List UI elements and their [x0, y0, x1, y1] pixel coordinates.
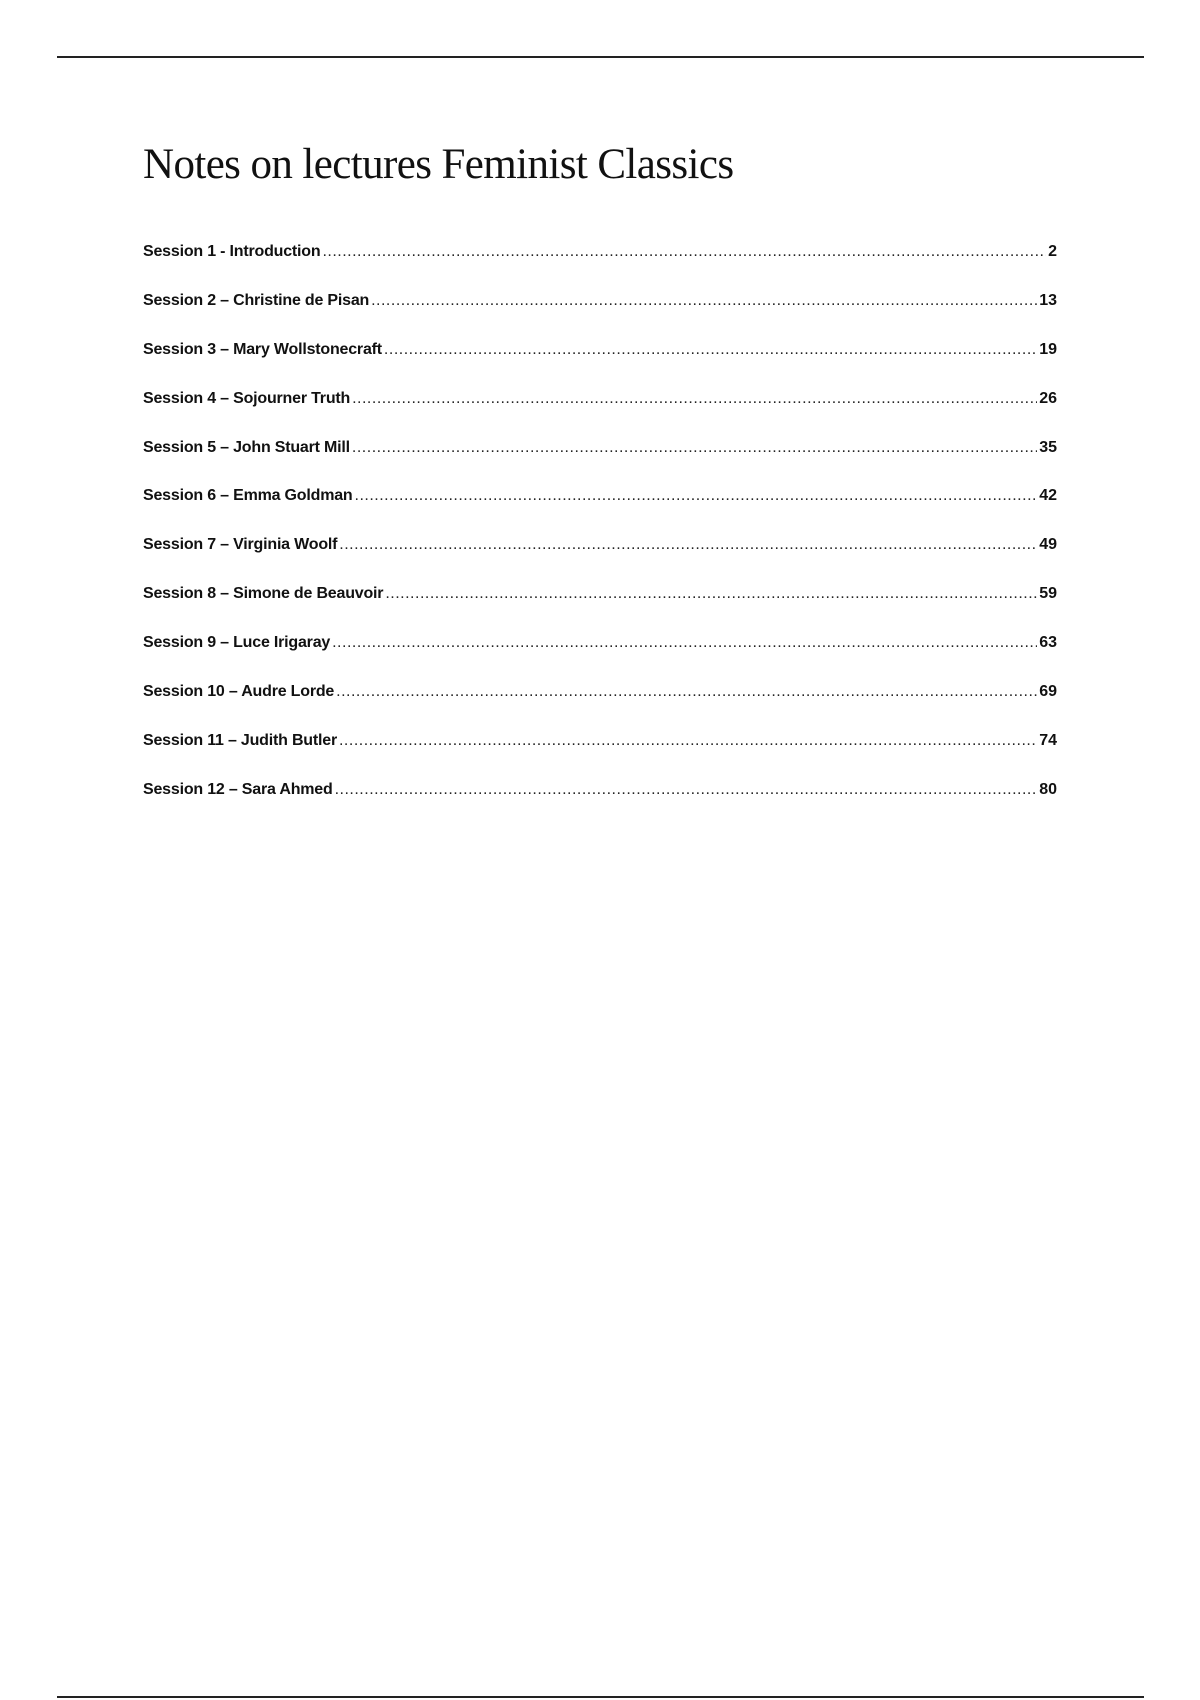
toc-dot-leader: [371, 292, 1037, 310]
toc-entry[interactable]: [143, 487, 1057, 536]
toc-entry-label: Session 7 – Virginia Woolf: [143, 536, 338, 554]
toc-dot-leader: [339, 732, 1037, 750]
toc-entry[interactable]: [143, 732, 1057, 781]
toc-dot-leader: [335, 781, 1038, 799]
document-title: Notes on lectures Feminist Classics: [143, 141, 734, 188]
toc-page-number: 26: [1039, 389, 1057, 407]
toc-entry-label: Session 8 – Simone de Beauvoir: [143, 585, 384, 603]
toc-entry[interactable]: [143, 243, 1057, 292]
table-of-contents: [143, 243, 1057, 830]
header-rule: [57, 56, 1144, 58]
toc-dot-leader: [332, 634, 1037, 652]
toc-dot-leader: [322, 243, 1046, 261]
toc-entry-label: Session 1 - Introduction: [143, 243, 321, 260]
toc-entry-label: Session 6 – Emma Goldman: [143, 487, 353, 505]
toc-page-number: 49: [1039, 536, 1057, 554]
toc-entry-label: Session 5 – John Stuart Mill: [143, 438, 350, 456]
toc-dot-leader: [384, 341, 1037, 359]
toc-page-number: 80: [1039, 780, 1057, 798]
toc-page-number: 13: [1039, 291, 1057, 309]
toc-dot-leader: [339, 536, 1037, 554]
footer-rule: [57, 1696, 1144, 1698]
toc-page-number: 2: [1048, 243, 1057, 260]
toc-dot-leader: [352, 390, 1037, 408]
toc-page-number: 74: [1039, 731, 1057, 749]
toc-dot-leader: [355, 487, 1038, 505]
toc-entry-label: Session 3 – Mary Wollstonecraft: [143, 340, 382, 358]
toc-page-number: 69: [1039, 683, 1057, 701]
toc-entry[interactable]: [143, 292, 1057, 341]
toc-entry[interactable]: [143, 781, 1057, 830]
toc-dot-leader: [352, 439, 1037, 457]
toc-entry-label: Session 10 – Audre Lorde: [143, 683, 335, 701]
toc-entry-label: Session 11 – Judith Butler: [143, 731, 337, 749]
toc-page-number: 19: [1039, 340, 1057, 358]
toc-entry-label: Session 12 – Sara Ahmed: [143, 780, 333, 798]
toc-entry[interactable]: [143, 683, 1057, 732]
toc-entry[interactable]: [143, 390, 1057, 439]
toc-entry[interactable]: [143, 585, 1057, 634]
toc-entry-label: Session 4 – Sojourner Truth: [143, 389, 351, 407]
toc-page-number: 59: [1039, 585, 1057, 603]
toc-page-number: 35: [1039, 438, 1057, 456]
toc-entry[interactable]: [143, 634, 1057, 683]
toc-entry[interactable]: [143, 341, 1057, 390]
toc-page-number: 42: [1039, 487, 1057, 505]
toc-page-number: 63: [1039, 634, 1057, 652]
toc-entry[interactable]: [143, 536, 1057, 585]
toc-dot-leader: [385, 585, 1037, 603]
toc-dot-leader: [336, 683, 1037, 701]
toc-entry-label: Session 2 – Christine de Pisan: [143, 291, 370, 309]
toc-entry[interactable]: [143, 439, 1057, 488]
toc-entry-label: Session 9 – Luce Irigaray: [143, 634, 331, 652]
